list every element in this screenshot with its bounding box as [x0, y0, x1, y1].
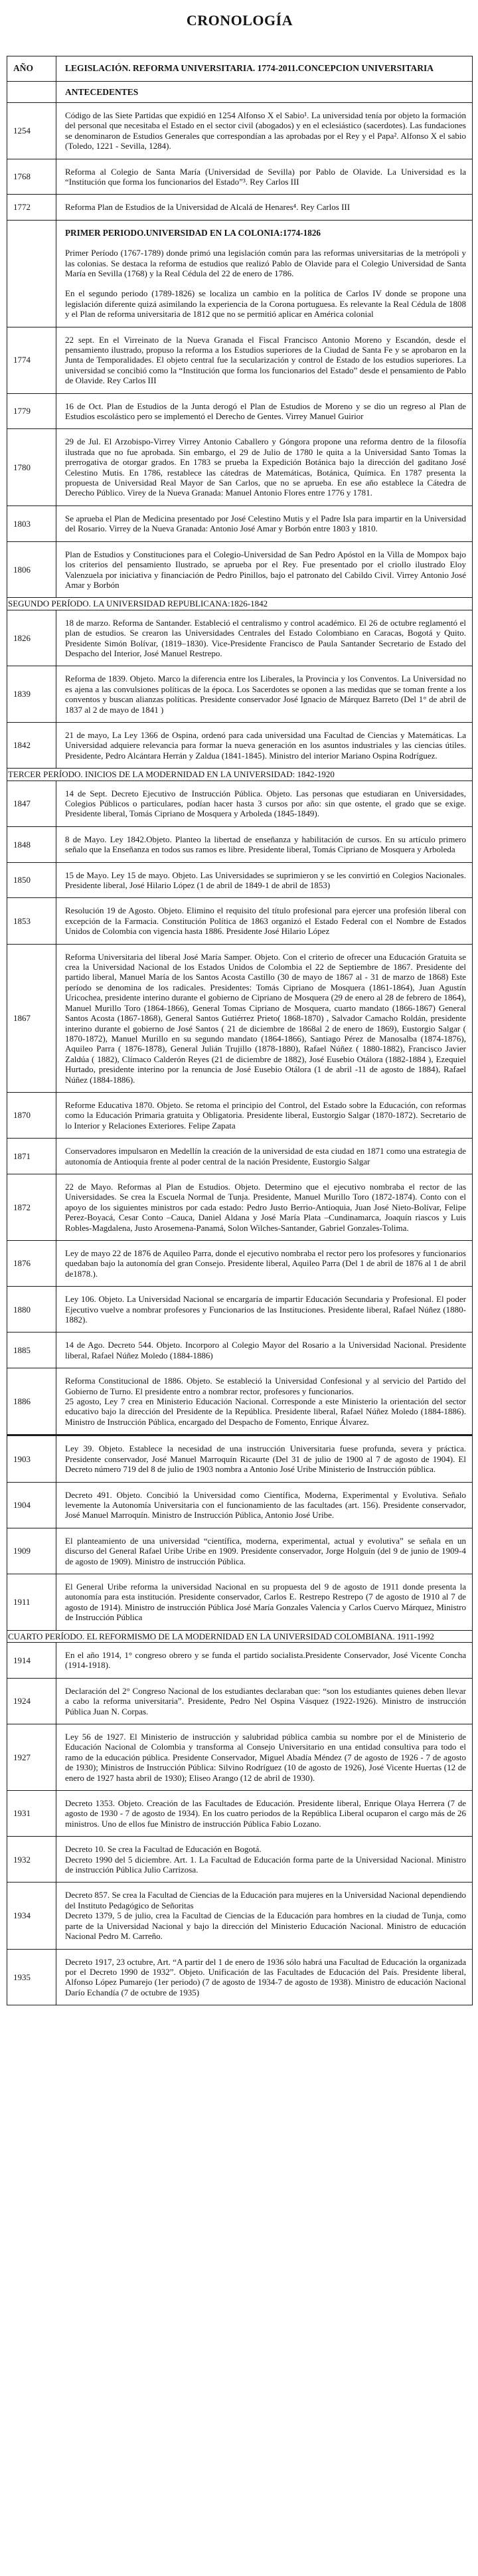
- legislation-paragraph: Reforma Plan de Estudios de la Universidad de Alcalá de Henares⁴. Rey Carlos III: [65, 202, 351, 213]
- legislation-paragraph: 14 de Sept. Decreto Ejecutivo de Instrucción Pública. Objeto. Las personas que estudiaran en Universidades, Colegios Públicos o particulares, podían hacer hasta 3 cursos por año: sin que ostente, el grado que se exige. Presidente liberal, Tomás Cipriano de Mosquera y Arboleda (1845-1849).: [65, 788, 466, 819]
- year-cell: 1850: [7, 862, 56, 898]
- entry-row-1876: [7, 1241, 473, 1287]
- legislation-cell: [56, 781, 473, 826]
- entry-row-1911: [7, 1574, 473, 1630]
- chronology-table: [7, 56, 473, 2005]
- legislation-paragraph: Ley 39. Objeto. Establece la necesidad de una instrucción Universitaria fuese profunda, severa y práctica. Presidente conservador, José Manuel Marroquín Ricaurte (Del 31 de julio de 1900 al 7 de agosto de 1904). El Decreto número 719 del 8 de julio de 1903 nombra a Antonio José Uribe Ministerio de Instrucción pública.: [65, 1443, 466, 1475]
- legislation-cell: [56, 195, 473, 220]
- entry-row-1254: [7, 102, 473, 159]
- year-cell: 1779: [7, 393, 56, 429]
- year-cell: [7, 81, 56, 102]
- year-cell: 1774: [7, 327, 56, 393]
- legislation-paragraph: 15 de Mayo. Ley 15 de mayo. Objeto. Las Universidades se suprimieron y se les convirtió en Colegios Nacionales. Presidente liberal, José Hilario López (1 de abril de 1849-1 de abril de 1853): [65, 870, 466, 891]
- year-cell: 1870: [7, 1092, 56, 1138]
- legislation-paragraph: 25 agosto, Ley 7 crea en Ministerio Educación Nacional. Corresponde a este Ministerio la orientación del sector educativo bajo la dirección del Presidente de la República. Presidente liberal, Rafael Núñez Moledo (1884-1886). Ministro de Instrucción Pública, encargado del Despacho de Fomento, Enrique Álvarez.: [65, 1396, 466, 1427]
- entry-row-1871: [7, 1139, 473, 1174]
- year-cell: 1880: [7, 1287, 56, 1333]
- legislation-paragraph: Reforma al Colegio de Santa María (Universidad de Sevilla) por Pablo de Olavide. La Universidad es la “Institución que forma los funcionarios del Estado”³. Rey Carlos III: [65, 166, 466, 187]
- subheader-row: [7, 81, 473, 102]
- legislation-cell: [56, 1482, 473, 1528]
- entry-row-1909: [7, 1528, 473, 1574]
- year-cell: 1803: [7, 506, 56, 541]
- legislation-cell: [56, 429, 473, 506]
- header-row-AÑO: [7, 56, 473, 82]
- legislation-cell: [56, 541, 473, 598]
- legislation-cell: [56, 159, 473, 195]
- entry-row-1904: [7, 1482, 473, 1528]
- legislation-paragraph: 22 sept. En el Virreinato de la Nueva Granada el Fiscal Francisco Antonio Moreno y Escandón, desde el pensamiento ilustrado, propuso la reforma a los Estudios superiores de la Ciudad de Santa Fe y se aprobaron en la Junta de Temporalidades. El objeto central fue la secularización y control de Estado de los estudios superiores. La universidad se concibió como la “Institución que forma los funcionarios del Estado” desde el pensamiento de Pablo de Olavide. Rey Carlos III: [65, 334, 466, 386]
- year-cell: 1872: [7, 1174, 56, 1240]
- year-cell: 1839: [7, 666, 56, 723]
- year-cell: 1867: [7, 944, 56, 1092]
- entry-row-1839: [7, 666, 473, 723]
- legislation-cell: [56, 1883, 473, 1949]
- year-cell: 1885: [7, 1333, 56, 1368]
- year-cell: 1927: [7, 1724, 56, 1791]
- year-cell: [7, 220, 56, 327]
- year-cell: AÑO: [7, 56, 56, 82]
- legislation-paragraph: Ley 56 de 1927. El Ministerio de instrucción y salubridad pública cambia su nombre por el de Ministerio de Educación Nacional de Colombia y transforma al Consejo Universitario en una entidad consultiva para todo el ramo de la educación pública. Presidente Conservador, Miguel Abadía Méndez (7 de agosto de 1926 - 7 de agosto de 1930); Ministros de Instrucción Pública: Silvino Rodríguez (10 de agosto de 1926), José Vicente Huertas (12 de enero de 1927 hasta abril de 1930); Eliseo Arango (12 de abril de 1930).: [65, 1732, 466, 1783]
- legislation-cell: [56, 862, 473, 898]
- entry-row-1806: [7, 541, 473, 598]
- legislation-paragraph: Conservadores impulsaron en Medellín la creación de la universidad de esta ciudad en 1871 como una estrategia de autonomía de Antioquia frente al poder central de la nación Presidente, Eustorgio Salgar: [65, 1146, 466, 1166]
- legislation-cell: [56, 102, 473, 159]
- in-cell-period-title: PRIMER PERIODO.UNIVERSIDAD EN LA COLONIA:1774-1826: [65, 227, 321, 238]
- legislation-cell: [56, 1435, 473, 1482]
- legislation-paragraph: Se aprueba el Plan de Medicina presentado por José Celestino Mutis y el Padre Isla para impartir en la Universidad del Rosario. Virrey de la Nueva Granada: Antonio José Amar y Borbón entre 1803 y 1810.: [65, 513, 466, 534]
- entry-row-1935: [7, 1949, 473, 2005]
- title-gap: [7, 29, 473, 56]
- legislation-paragraph: Código de las Siete Partidas que expidió en 1254 Alfonso X el Sabio¹. La universidad tenía por objeto la formación del personal que necesitaba el Estado en el sector civil (abogados) y en el eclesiástico (sacerdotes). Las fundaciones se denominaron de Estudios Generales que correspondían a las aprobadas por el Rey y el Papa². Alfonso X el sabio (Toledo, 1221 - Sevilla, 1284).: [65, 110, 466, 151]
- legislation-paragraph: Reforma Constitucional de 1886. Objeto. Se estableció la Universidad Confesional y al servicio del Partido del Gobierno de Turno. El presidente entro a nombrar rector, profesores y funcionarios.: [65, 1376, 466, 1396]
- legislation-cell: [56, 610, 473, 666]
- entry-row-1880: [7, 1287, 473, 1333]
- legislation-cell: [56, 1574, 473, 1630]
- period-title: TERCER PERÍODO. INICIOS DE LA MODERNIDAD EN LA UNIVERSIDAD: 1842-1920: [7, 769, 473, 781]
- legislation-paragraph: Ley de mayo 22 de 1876 de Aquileo Parra, donde el ejecutivo nombraba el rector pero los profesores y funcionarios quedaban bajo la autonomía del gran Consejo. Presidente liberal, Aquileo Parra (Del 1 de abril de 1876 al 1 de abril de1878.).: [65, 1248, 466, 1279]
- entry-row-1779: [7, 393, 473, 429]
- legislation-paragraph: El planteamiento de una universidad “científica, moderna, experimental, actual y evolutiva” se señala en un discurso del General Rafael Uribe Uribe en 1909. Presidente conservador, Jorge Holguín (del 9 de junio de 1909-4 de agosto de 1909). Ministro de instrucción Pública.: [65, 1535, 466, 1566]
- entry-row-1850: [7, 862, 473, 898]
- year-cell: 1780: [7, 429, 56, 506]
- entry-row-1886: [7, 1368, 473, 1435]
- legislation-cell: [56, 1949, 473, 2005]
- legislation-cell: [56, 506, 473, 541]
- legislation-paragraph: Resolución 19 de Agosto. Objeto. Elimino el requisito del título profesional para ejercer una profesión liberal con excepción de la Farmacia. Constitución Política de 1863 organizó el Estado Federal con el Nombre de Estados Unidos de Colombia con vigencia hasta 1886. Presidente José Hilario López: [65, 905, 466, 937]
- period-cell-row: [7, 220, 473, 327]
- legislation-paragraph: Reforme Educativa 1870. Objeto. Se retoma el principio del Control, del Estado sobre la Educación, con reformas como la Educación Primaria gratuita y Obligatoria. Presidente liberal, Eustorgio Salgar (1870-1872). Secretario de lo Interior y Relaciones Exteriores. Felipe Zapata: [65, 1099, 466, 1131]
- year-cell: 1924: [7, 1678, 56, 1724]
- legislation-paragraph: Decreto 1379, 5 de julio, crea la Facultad de Ciencias de la Educación para hombres en la ciudad de Tunja, como parte de la Universidad Nacional y bajo la dirección del Ministerio Educación Nacional. Ministro de educación Nacional Pedro M. Carreño.: [65, 1910, 466, 1942]
- entry-row-1924: [7, 1678, 473, 1724]
- legislation-cell: [56, 1724, 473, 1791]
- year-cell: 1914: [7, 1642, 56, 1678]
- period-full-row: [7, 598, 473, 610]
- legislation-cell: [56, 722, 473, 768]
- period-full-row: [7, 1630, 473, 1642]
- period-full-row: [7, 769, 473, 781]
- entry-row-1867: [7, 944, 473, 1092]
- legislation-paragraph: Decreto 1990 del 5 diciembre. Art. 1. La Facultad de Educación forma parte de la Universidad Nacional. Ministro de instrucción Pública Julio Carrizosa.: [65, 1854, 466, 1875]
- legislation-paragraph: En el año 1914, 1° congreso obrero y se funda el partido socialista.Presidente Conservador, José Vicente Concha (1914-1918).: [65, 1649, 466, 1671]
- year-cell: 1842: [7, 722, 56, 768]
- year-cell: 1853: [7, 898, 56, 944]
- legislation-cell: ANTECEDENTES: [56, 81, 473, 102]
- entry-row-1774: [7, 327, 473, 393]
- entry-row-1914: [7, 1642, 473, 1678]
- year-cell: 1904: [7, 1482, 56, 1528]
- entry-row-1934: [7, 1883, 473, 1949]
- legislation-cell: [56, 1174, 473, 1240]
- legislation-cell: [56, 220, 473, 327]
- year-cell: 1876: [7, 1241, 56, 1287]
- entry-row-1931: [7, 1791, 473, 1837]
- legislation-paragraph: Decreto 10. Se crea la Facultad de Educación en Bogotá.: [65, 1844, 262, 1855]
- legislation-paragraph: 8 de Mayo. Ley 1842.Objeto. Planteo la libertad de enseñanza y habilitación de cursos. En su artículo primero señalo que la Enseñanza en todos sus ramos es libre. Presidente liberal, Tomás Cipriano de Mosquera y Arboleda: [65, 834, 466, 855]
- legislation-paragraph: El General Uribe reforma la universidad Nacional en su propuesta del 9 de agosto de 1911 donde presenta la autonomía para esta institución. Presidente conservador, Carlos E. Restrepo Restrepo (7 de agosto de 1910 al 7 de agosto de 1914). Ministro de instrucción Pública José María Gonzales Valencia y Carlos Cuervo Márquez, Ministro de Instrucción Pública: [65, 1581, 466, 1623]
- legislation-paragraph: En el segundo periodo (1789-1826) se localiza un cambio en la política de Carlos IV donde se propone una legislación diferente quizá asimilando la experiencia de la Corona portuguesa. Es relevante la Real Cédula de 1808 y el Plan de reforma universitaria de 1812 que no se permitió aplicar en América colonial: [65, 288, 466, 320]
- year-cell: 1903: [7, 1435, 56, 1482]
- legislation-cell: [56, 1528, 473, 1574]
- year-cell: 1886: [7, 1368, 56, 1435]
- year-cell: 1932: [7, 1837, 56, 1883]
- legislation-cell: [56, 666, 473, 723]
- chronology-rows: [7, 56, 473, 2005]
- legislation-cell: [56, 826, 473, 862]
- legislation-cell: [56, 1287, 473, 1333]
- entry-row-1853: [7, 898, 473, 944]
- entry-row-1768: [7, 159, 473, 195]
- entry-row-1842: [7, 722, 473, 768]
- legislation-paragraph: Decreto 491. Objeto. Concibió la Universidad como Científica, Moderna, Experimental y Evolutiva. Señalo levemente la Autonomía Universitaria con el funcionamiento de las facultades (art. 156). Presidente conservador, José Manuel Marroquín. Ministro de Instrucción Pública, Antonio José Uribe.: [65, 1489, 466, 1520]
- legislation-cell: [56, 393, 473, 429]
- legislation-paragraph: Decreto 1917, 23 octubre, Art. “A partir del 1 de enero de 1936 sólo habrá una Facultad de Educación la organizada por el Decreto 1990 de 1932”. Objeto. Unificación de las Facultades de Educación del País. Presidente liberal, Alfonso López Pumarejo (1er periodo) (7 de agosto de 1934-7 de agosto de 1938). Ministro de educación Nacional Darío Echandía (7 de octubre de 1935): [65, 1956, 466, 1997]
- year-cell: 1806: [7, 541, 56, 598]
- entry-row-1903: [7, 1435, 473, 1482]
- entry-row-1927: [7, 1724, 473, 1791]
- legislation-cell: [56, 1837, 473, 1883]
- year-cell: 1931: [7, 1791, 56, 1837]
- legislation-cell: [56, 1791, 473, 1837]
- legislation-paragraph: Primer Período (1767-1789) donde primó una legislación común para las reformas universitarias de la metrópoli y las colonias. Se destaca la reforma de estudios que realizó Pablo de Olavide para el Colegio Universidad de Santa María en Sevilla (1768) y la Real Cédula del 22 de enero de 1786.: [65, 248, 466, 278]
- legislation-paragraph: 16 de Oct. Plan de Estudios de la Junta derogó el Plan de Estudios de Moreno y se dio un regreso al Plan de Estudios escolástico pero se implementó el Derecho de Gentes. Virrey Manuel Guirior: [65, 401, 466, 422]
- entry-row-1826: [7, 610, 473, 666]
- legislation-paragraph: Declaración del 2° Congreso Nacional de los estudiantes declaraban que: “son los estudiantes quienes deben llevar a cabo la reforma universitaria”. Presidente, Pedro Nel Ospina Vásquez (1922-1926). Ministro de instrucción Pública Juan N. Corpas.: [65, 1685, 466, 1716]
- entry-row-1885: [7, 1333, 473, 1368]
- legislation-paragraph: 18 de marzo. Reforma de Santander. Estableció el centralismo y control académico. El 26 de octubre reglamentó el plan de estudios. Se crearon las Universidades Centrales del Estado Colombiano en Caracas, Bogotá y Quito. Presidente Simón Bolívar, (1819–1830). Vice-Presidente Francisco de Paula Santander Secretario de Estado del Despacho del Interior, José Manuel Restrepo.: [65, 617, 466, 658]
- legislation-paragraph: Reforma Universitaria del liberal José María Samper. Objeto. Con el criterio de ofrecer una Educación Gratuita se crea la Universidad Nacional de los Estados Unidos de Colombia el 22 de Septiembre de 1867. Presidente del partido liberal, Manuel María de los Santos Acosta Castillo (30 de mayo de 1867 al - 31 de marzo de 1868) Este período se denomina de los radicales. Presidentes: Tomás Cipriano de Mosquera (1861-1864), Juan Agustín Uricochea, presidente interino durante el gobierno de Cipriano de Mosquera (29 de enero al 28 de febrero de 1864), Manuel Murillo Toro (1864-1866), General Tomas Cipriano de Mosquera, cuarto mandato (1866-1867) General Santos Acosta (1867-1868), General Santos Gutiérrez Prieto( 1868-1870) , Salvador Camacho Roldán, presidente interino durante el gobierno de José Santos ( 21 de diciembre de 1868al 2 de enero de 1869), Eustorgio Salgar ( 1870-1872), Manuel Murillo en su segundo mandato (1864-1866), Santiago Pérez de Manosalba (1874-1876), Aquileo Parra ( 1876-1878), General Julián Trujillo (1878-1880), Rafael Núñez ( 1880-1882), Francisco Javier Zaldúa ( 1882), Clímaco Calderón Reyes (21 de diciembre de 1882), José Eusebio Otálora (1882-1884 ), Ezequiel Hurtado, presidente interino por la renuncia de José Eusebio Otálora (1 de abril -11 de agosto de 1884), Rafael Núñez (1884-1886).: [65, 951, 466, 1085]
- period-title: SEGUNDO PERÍODO. LA UNIVERSIDAD REPUBLICANA:1826-1842: [7, 598, 473, 610]
- legislation-paragraph: Ley 106. Objeto. La Universidad Nacional se encargaría de impartir Educación Secundaria y Profesional. El poder Ejecutivo vuelve a nombrar profesores y Funcionarios de las Instituciones. Presidente liberal, Rafael Núñez (1880-1882).: [65, 1294, 466, 1325]
- legislation-cell: [56, 1368, 473, 1435]
- year-cell: 1848: [7, 826, 56, 862]
- legislation-cell: [56, 1642, 473, 1678]
- year-cell: 1935: [7, 1949, 56, 2005]
- year-cell: 1934: [7, 1883, 56, 1949]
- legislation-paragraph: Decreto 1353. Objeto. Creación de las Facultades de Educación. Presidente liberal, Enrique Olaya Herrera (7 de agosto de 1930 - 7 de agosto de 1934). En los cuatro periodos de la República Liberal ocuparon el cargo más de 26 ministros. Uno de ellos fue Ministro de instrucción Pública Fabio Lozano.: [65, 1798, 466, 1829]
- entry-row-1847: [7, 781, 473, 826]
- year-cell: 1847: [7, 781, 56, 826]
- entry-row-1872: [7, 1174, 473, 1240]
- legislation-cell: [56, 898, 473, 944]
- entry-row-1870: [7, 1092, 473, 1138]
- legislation-paragraph: 14 de Ago. Decreto 544. Objeto. Incorporo al Colegio Mayor del Rosario a la Universidad Nacional. Presidente liberal, Rafael Núñez Moledo (1884-1886): [65, 1340, 466, 1360]
- legislation-paragraph: 22 de Mayo. Reformas al Plan de Estudios. Objeto. Determino que el ejecutivo nombraba el rector de las Universidades. Se crea la Escuela Normal de Tunja. Presidente, Manuel Murillo Toro (1872-1874). Conto con el apoyo de los siguientes ministros por cada estado: Pedro Justo Berrio-Antioquia, Juan José Nieto-Bolívar, Felipe Perez-Boyacá, Cesar Conto –Cauca, Daniel Aldana y José María Plata –Cundinamarca, Joaquín riascos y Luis Robles-Magdalena, Justo Arosemena-Panamá, Solon Wilches-Santander, Gabriel Gonzales-Tolima.: [65, 1181, 466, 1233]
- legislation-paragraph: Reforma de 1839. Objeto. Marco la diferencia entre los Liberales, la Provincia y los Conventos. La Universidad no es ajena a las convulsiones políticas de la época. Los Sacerdotes se oponen a las medidas que se toman frente a los conventos y buscan alianzas políticas. Presidente conservador José Ignacio de Márquez Barreto (Del 1° de abril de 1837 al 2 de mayo de 1841 ): [65, 674, 466, 715]
- legislation-cell: [56, 327, 473, 393]
- year-cell: 1826: [7, 610, 56, 666]
- legislation-cell: [56, 944, 473, 1092]
- page-title: CRONOLOGÍA: [186, 12, 293, 29]
- legislation-paragraph: Decreto 857. Se crea la Facultad de Ciencias de la Educación para mujeres en la Universidad Nacional dependiendo del Instituto Pedagógico de Señoritas: [65, 1890, 466, 1910]
- legislation-cell: [56, 1678, 473, 1724]
- legislation-column-header: LEGISLACIÓN. REFORMA UNIVERSITARIA. 1774-2011.CONCEPCION UNIVERSITARIA: [56, 56, 473, 82]
- entry-row-1932: [7, 1837, 473, 1883]
- year-cell: 1768: [7, 159, 56, 195]
- year-cell: 1909: [7, 1528, 56, 1574]
- entry-row-1772: [7, 195, 473, 220]
- legislation-cell: [56, 1092, 473, 1138]
- year-cell: 1911: [7, 1574, 56, 1630]
- legislation-paragraph: 21 de mayo, La Ley 1366 de Ospina, ordenó para cada universidad una Facultad de Ciencias y Matemáticas. La Universidad adquiere relevancia para formar la nueva generación en los asuntos industriales y las ciencias útiles. Presidente, Pedro Alcántara Herrán y Zaldua (1841-1845). Ministro del interior Mariano Ospina Rodríguez.: [65, 729, 466, 761]
- entry-row-1848: [7, 826, 473, 862]
- entry-row-1780: [7, 429, 473, 506]
- period-title: CUARTO PERÍODO. EL REFORMISMO DE LA MODERNIDAD EN LA UNIVERSIDAD COLOMBIANA. 1911-1992: [7, 1630, 473, 1642]
- year-cell: 1772: [7, 195, 56, 220]
- entry-row-1803: [7, 506, 473, 541]
- legislation-cell: [56, 1333, 473, 1368]
- legislation-cell: [56, 1241, 473, 1287]
- year-cell: 1871: [7, 1139, 56, 1174]
- legislation-paragraph: Plan de Estudios y Constituciones para el Colegio-Universidad de San Pedro Apóstol en la Villa de Mompox bajo los criterios del pensamiento Ilustrado, se aprueba por el Rey. Fue presentado por el criollo ilustrado Eloy Valenzuela por iniciativa y financiación de Pedro Pinillos, bajo el patronato del Cabildo Civil. Virrey Antonio José Amar y Borbón: [65, 549, 466, 590]
- year-cell: 1254: [7, 102, 56, 159]
- legislation-paragraph: 29 de Jul. El Arzobispo-Virrey Virrey Antonio Caballero y Góngora propone una reforma dentro de la filosofía ilustrada que no fue aprobada. Sin embargo, el 29 de Julio de 1780 le quita a la Universidad Santo Tomas la prerrogativa de otorgar grados. En 1783 se prueba la Expedición Botánica bajo la dirección del gaditano José Celestino Mutis. En 1786, restablece las cátedras de Matemáticas, Botánica, Química. En 1787 presenta la propuesta de Universidad Real Mayor de San Carlos, que no se aprueba. En ese año establece la Cátedra de Derecho Público. Virey de la Nueva Granada: Manuel Antonio Flores entre 1776 y 1781.: [65, 436, 466, 498]
- legislation-cell: [56, 1139, 473, 1174]
